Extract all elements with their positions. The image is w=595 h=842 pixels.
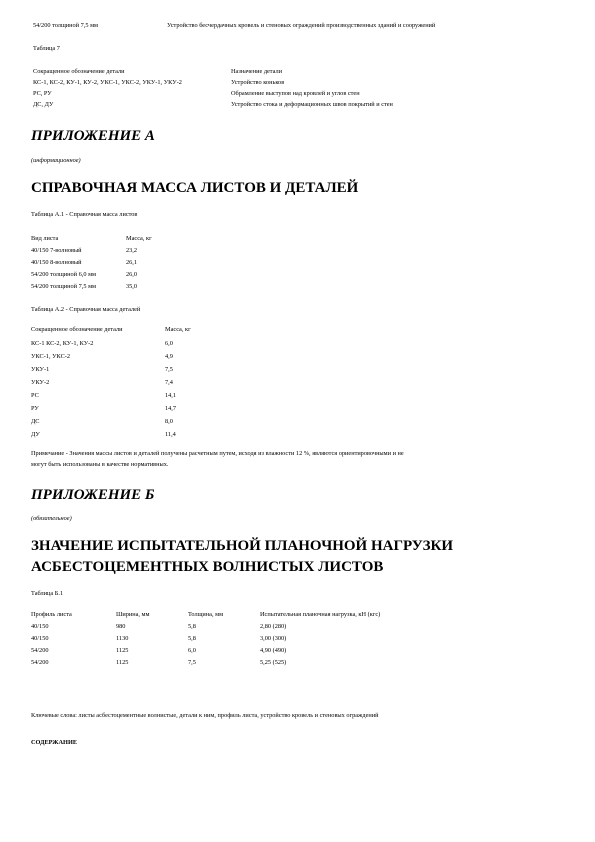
- table-cell: 35,0: [126, 283, 138, 290]
- appendix-b-title: ПРИЛОЖЕНИЕ Б: [31, 487, 155, 503]
- table-cell: УКУ-1: [31, 366, 50, 373]
- table-cell: 980: [116, 623, 126, 630]
- table-cell: 7,4: [165, 379, 173, 386]
- table-cell: 26,1: [126, 259, 138, 266]
- table-b1-caption: Таблица Б.1: [31, 590, 64, 597]
- table-cell: 4,9: [165, 353, 173, 360]
- header-left: 54/200 толщиной 7,5 мм: [33, 22, 99, 29]
- table-cell: ДУ: [31, 431, 40, 438]
- table-cell: 14,7: [165, 405, 177, 412]
- keywords: Ключевые слова: листы асбестоцементные волнистые, детали к ним, профиль листа, устройство кровель и стеновых ограждений: [31, 712, 379, 719]
- appendix-b-heading-line-1: ЗНАЧЕНИЕ ИСПЫТАТЕЛЬНОЙ ПЛАНОЧНОЙ НАГРУЗКИ: [31, 538, 454, 554]
- table-cell: 8,0: [165, 418, 173, 425]
- table-header-cell: Масса, кг: [165, 326, 191, 333]
- table-header-cell: Сокращенное обозначение детали: [33, 68, 125, 75]
- table-cell: 2,80 (280): [260, 623, 287, 630]
- table-cell: РС, РУ: [33, 90, 52, 97]
- table-cell: КС-1, КС-2, КУ-1, КУ-2, УКС-1, УКС-2, УКУ-1, УКУ-2: [33, 79, 182, 86]
- table-cell: 54/200: [31, 647, 49, 654]
- table-cell: 23,2: [126, 247, 138, 254]
- appendix-b-heading-line-2: АСБЕСТОЦЕМЕНТНЫХ ВОЛНИСТЫХ ЛИСТОВ: [31, 559, 384, 575]
- appendix-a-status: (информационное): [31, 157, 81, 164]
- table-cell: КС-1 КС-2, КУ-1, КУ-2: [31, 340, 94, 347]
- table-cell: 40/150: [31, 635, 49, 642]
- table-cell: 6,0: [165, 340, 173, 347]
- table-cell: 54/200 толщиной 6,0 мм: [31, 271, 97, 278]
- table-cell: Устройство коньков: [231, 79, 285, 86]
- table-cell: 40/150: [31, 623, 49, 630]
- table-cell: РС: [31, 392, 39, 399]
- table-header-cell: Профиль листа: [31, 611, 72, 618]
- table-cell: 14,1: [165, 392, 177, 399]
- table-cell: 40/150 8-волновый: [31, 259, 82, 266]
- table-cell: Обрамление выступов над кровлей и углов стен: [231, 90, 360, 97]
- table-cell: 4,90 (490): [260, 647, 287, 654]
- table-header-cell: Назначение детали: [231, 68, 283, 75]
- table-cell: 1125: [116, 647, 129, 654]
- table-cell: 1125: [116, 659, 129, 666]
- table-cell: 6,0: [188, 647, 196, 654]
- note-line-2: могут быть использованы в качестве нормативных.: [31, 461, 169, 468]
- table-cell: 3,00 (300): [260, 635, 287, 642]
- table-cell: УКС-1, УКС-2: [31, 353, 71, 360]
- table-a2-caption: Таблица А.2 - Справочная масса деталей: [31, 306, 141, 313]
- table-cell: 5,8: [188, 635, 196, 642]
- table-cell: 54/200 толщиной 7,5 мм: [31, 283, 97, 290]
- header-right: Устройство бесчердачных кровель и стеновых ограждений производственных зданий и сооружений: [167, 22, 436, 29]
- table-header-cell: Масса, кг: [126, 235, 152, 242]
- table-a1-caption: Таблица А.1 - Справочная масса листов: [31, 211, 138, 218]
- table-cell: РУ: [31, 405, 39, 412]
- table-cell: 54/200: [31, 659, 49, 666]
- table7-caption: Таблица 7: [33, 45, 60, 52]
- table-cell: Устройство стока и деформационных швов покрытий и стен: [231, 101, 393, 108]
- table-cell: 5,25 (525): [260, 659, 287, 666]
- appendix-a-heading: СПРАВОЧНАЯ МАССА ЛИСТОВ И ДЕТАЛЕЙ: [31, 180, 359, 196]
- table-cell: ДС: [31, 418, 40, 425]
- table-cell: 40/150 7-волновый: [31, 247, 82, 254]
- table-cell: 1130: [116, 635, 129, 642]
- table-header-cell: Вид листа: [31, 235, 59, 242]
- table-header-cell: Толщина, мм: [188, 611, 224, 618]
- note-line-1: Примечание - Значения массы листов и деталей получены расчетным путем, исходя из влажности 12 %, являются ориентировочными и не: [31, 450, 404, 457]
- contents-heading: СОДЕРЖАНИЕ: [31, 739, 78, 746]
- appendix-b-status: (обязательное): [31, 515, 72, 522]
- appendix-a-title: ПРИЛОЖЕНИЕ А: [31, 128, 155, 144]
- table-header-cell: Испытательная планочная нагрузка, кН (кгс): [260, 611, 381, 618]
- table-header-cell: Сокращенное обозначение детали: [31, 326, 123, 333]
- table-cell: 26,0: [126, 271, 138, 278]
- table-cell: 7,5: [165, 366, 173, 373]
- table-cell: 5,8: [188, 623, 196, 630]
- table-cell: УКУ-2: [31, 379, 50, 386]
- table-cell: 11,4: [165, 431, 176, 438]
- table-cell: 7,5: [188, 659, 196, 666]
- table-cell: ДС, ДУ: [33, 101, 54, 108]
- table-header-cell: Ширина, мм: [116, 611, 150, 618]
